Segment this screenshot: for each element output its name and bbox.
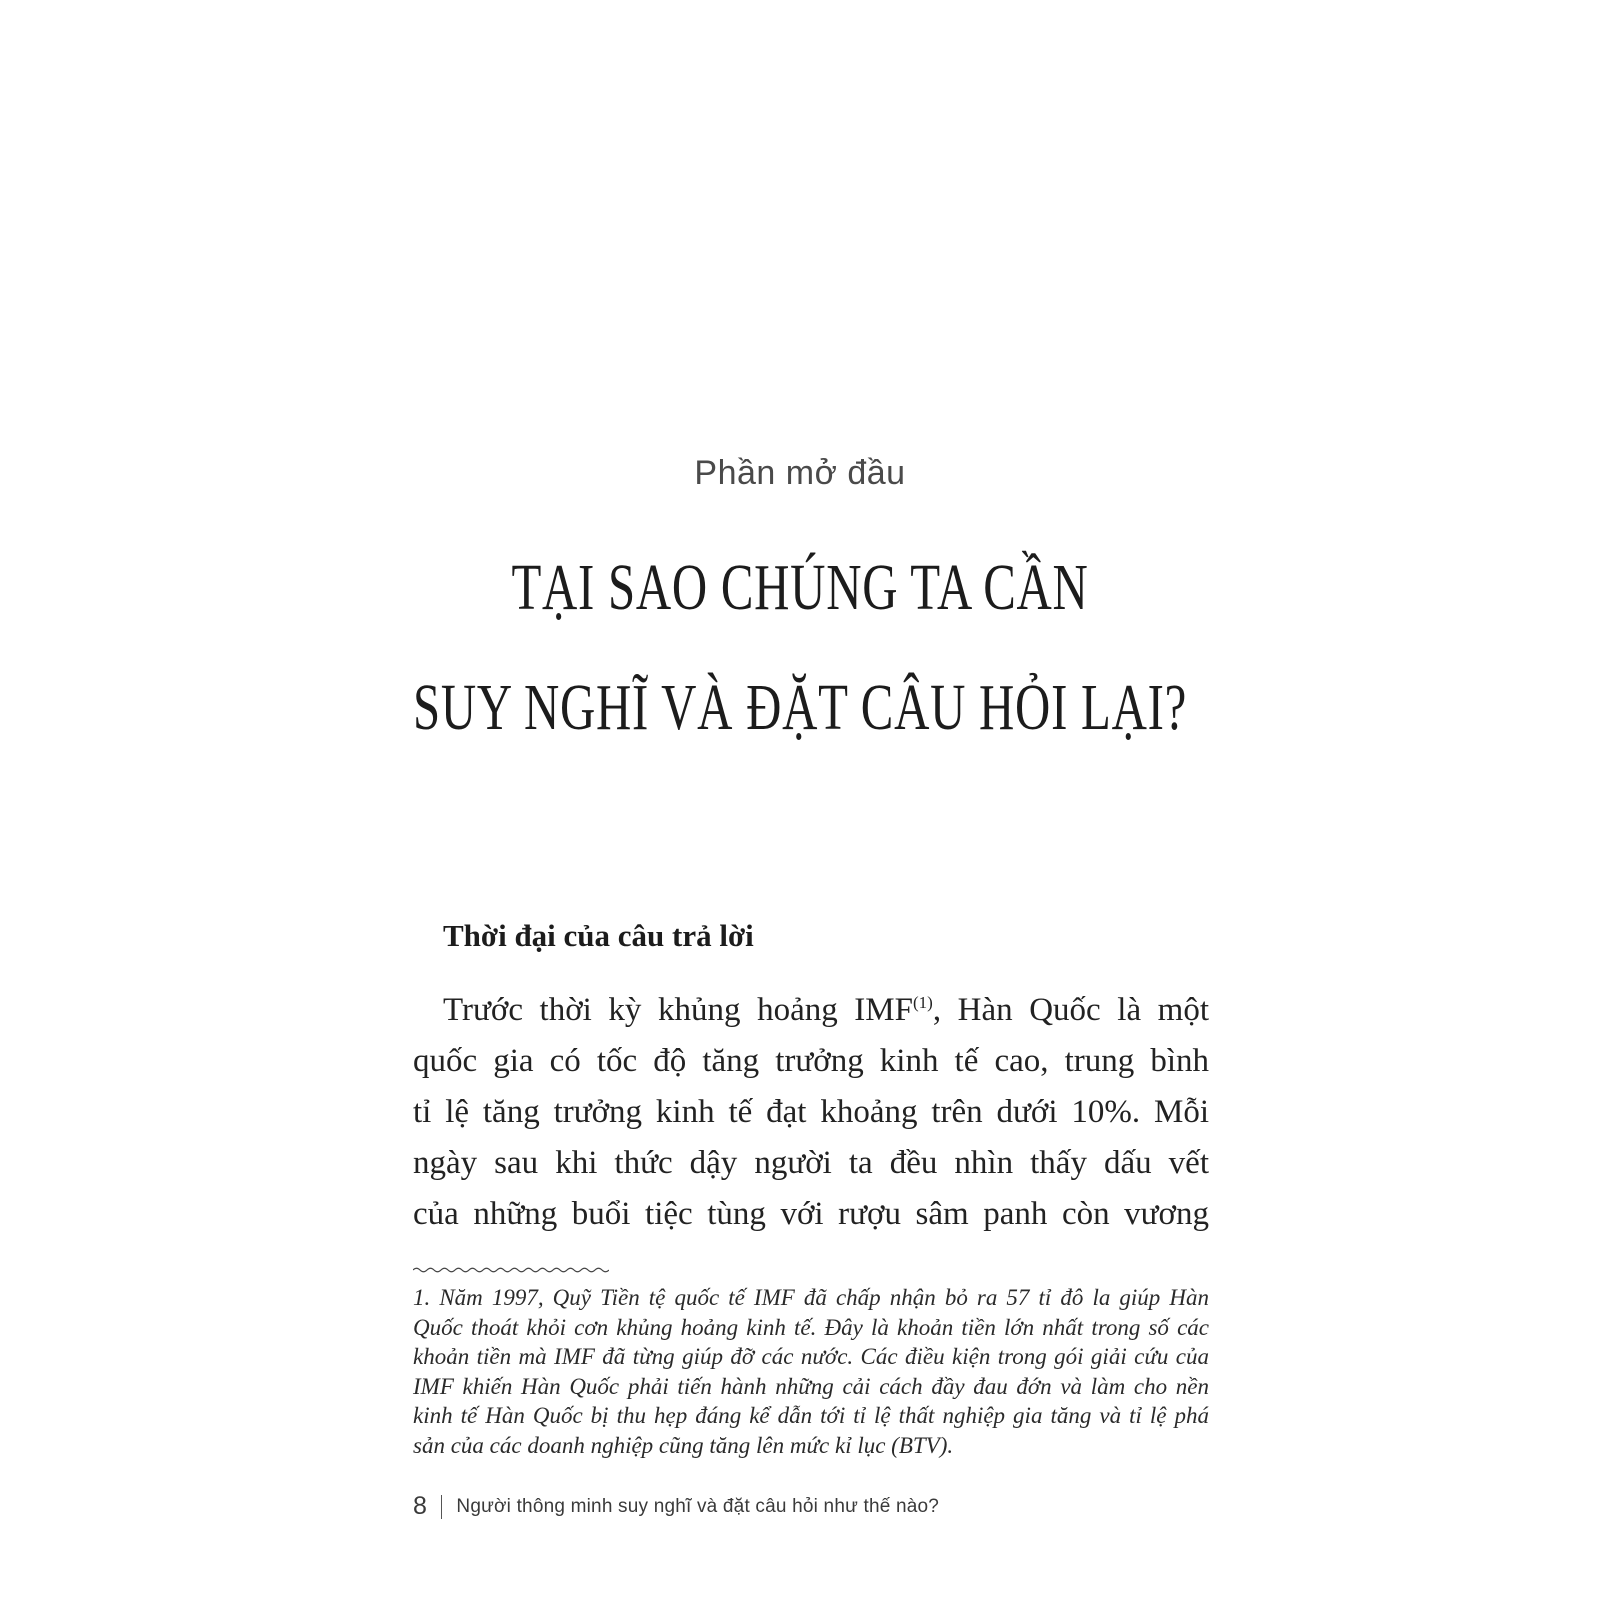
part-label: Phần mở đầu <box>694 454 906 492</box>
body-line <box>413 985 1209 1036</box>
body-line: ngày sau khi thức dậy người ta đều nhìn thấy dấu vết <box>413 1145 1209 1181</box>
footnote-divider <box>413 1266 609 1274</box>
footnote-line: khoản tiền mà IMF đã từng giúp đỡ các nước. Các điều kiện trong gói giải cứu của <box>413 1344 1209 1369</box>
section-heading: Thời đại của câu trả lời <box>443 918 754 953</box>
running-title: Người thông minh suy nghĩ và đặt câu hỏi như thế nào? <box>456 1495 940 1517</box>
footnote <box>413 1283 1209 1460</box>
body-text-segment: , Hàn Quốc là một <box>932 992 1210 1028</box>
footnote-line: 1. Năm 1997, Quỹ Tiền tệ quốc tế IMF đã chấp nhận bỏ ra 57 tỉ đô la giúp Hàn <box>413 1285 1209 1310</box>
body-text-segment: Trước thời kỳ khủng hoảng IMF <box>443 992 913 1028</box>
chapter-title-line-2: SUY NGHĨ VÀ ĐẶT CÂU HỎI LẠI? <box>412 671 1188 744</box>
chapter-title-line-1: TẠI SAO CHÚNG TA CẦN <box>511 551 1089 624</box>
footnote-line: Quốc thoát khỏi cơn khủng hoảng kinh tế. Đây là khoản tiền lớn nhất trong số các <box>413 1314 1209 1340</box>
page-number: 8 <box>413 1492 427 1520</box>
body-line: của những buổi tiệc tùng với rượu sâm panh còn vương <box>413 1196 1209 1232</box>
footnote-line: sản của các doanh nghiệp cũng tăng lên mức kỉ lục (BTV). <box>413 1432 954 1458</box>
footnote-line: IMF khiến Hàn Quốc phải tiến hành những cải cách đầy đau đớn và làm cho nền <box>413 1373 1209 1399</box>
footnote-reference: (1) <box>913 993 933 1012</box>
chapter-title <box>208 528 1392 768</box>
footnote-line: kinh tế Hàn Quốc bị thu hẹp đáng kể dẫn tới tỉ lệ thất nghiệp gia tăng và tỉ lệ phá <box>413 1403 1209 1428</box>
body-line: quốc gia có tốc độ tăng trưởng kinh tế cao, trung bình <box>413 1043 1209 1079</box>
footer-divider <box>441 1495 443 1519</box>
body-paragraph <box>413 985 1209 1240</box>
body-line: tỉ lệ tăng trưởng kinh tế đạt khoảng trên dưới 10%. Mỗi <box>413 1094 1209 1130</box>
page-footer <box>413 1492 939 1521</box>
